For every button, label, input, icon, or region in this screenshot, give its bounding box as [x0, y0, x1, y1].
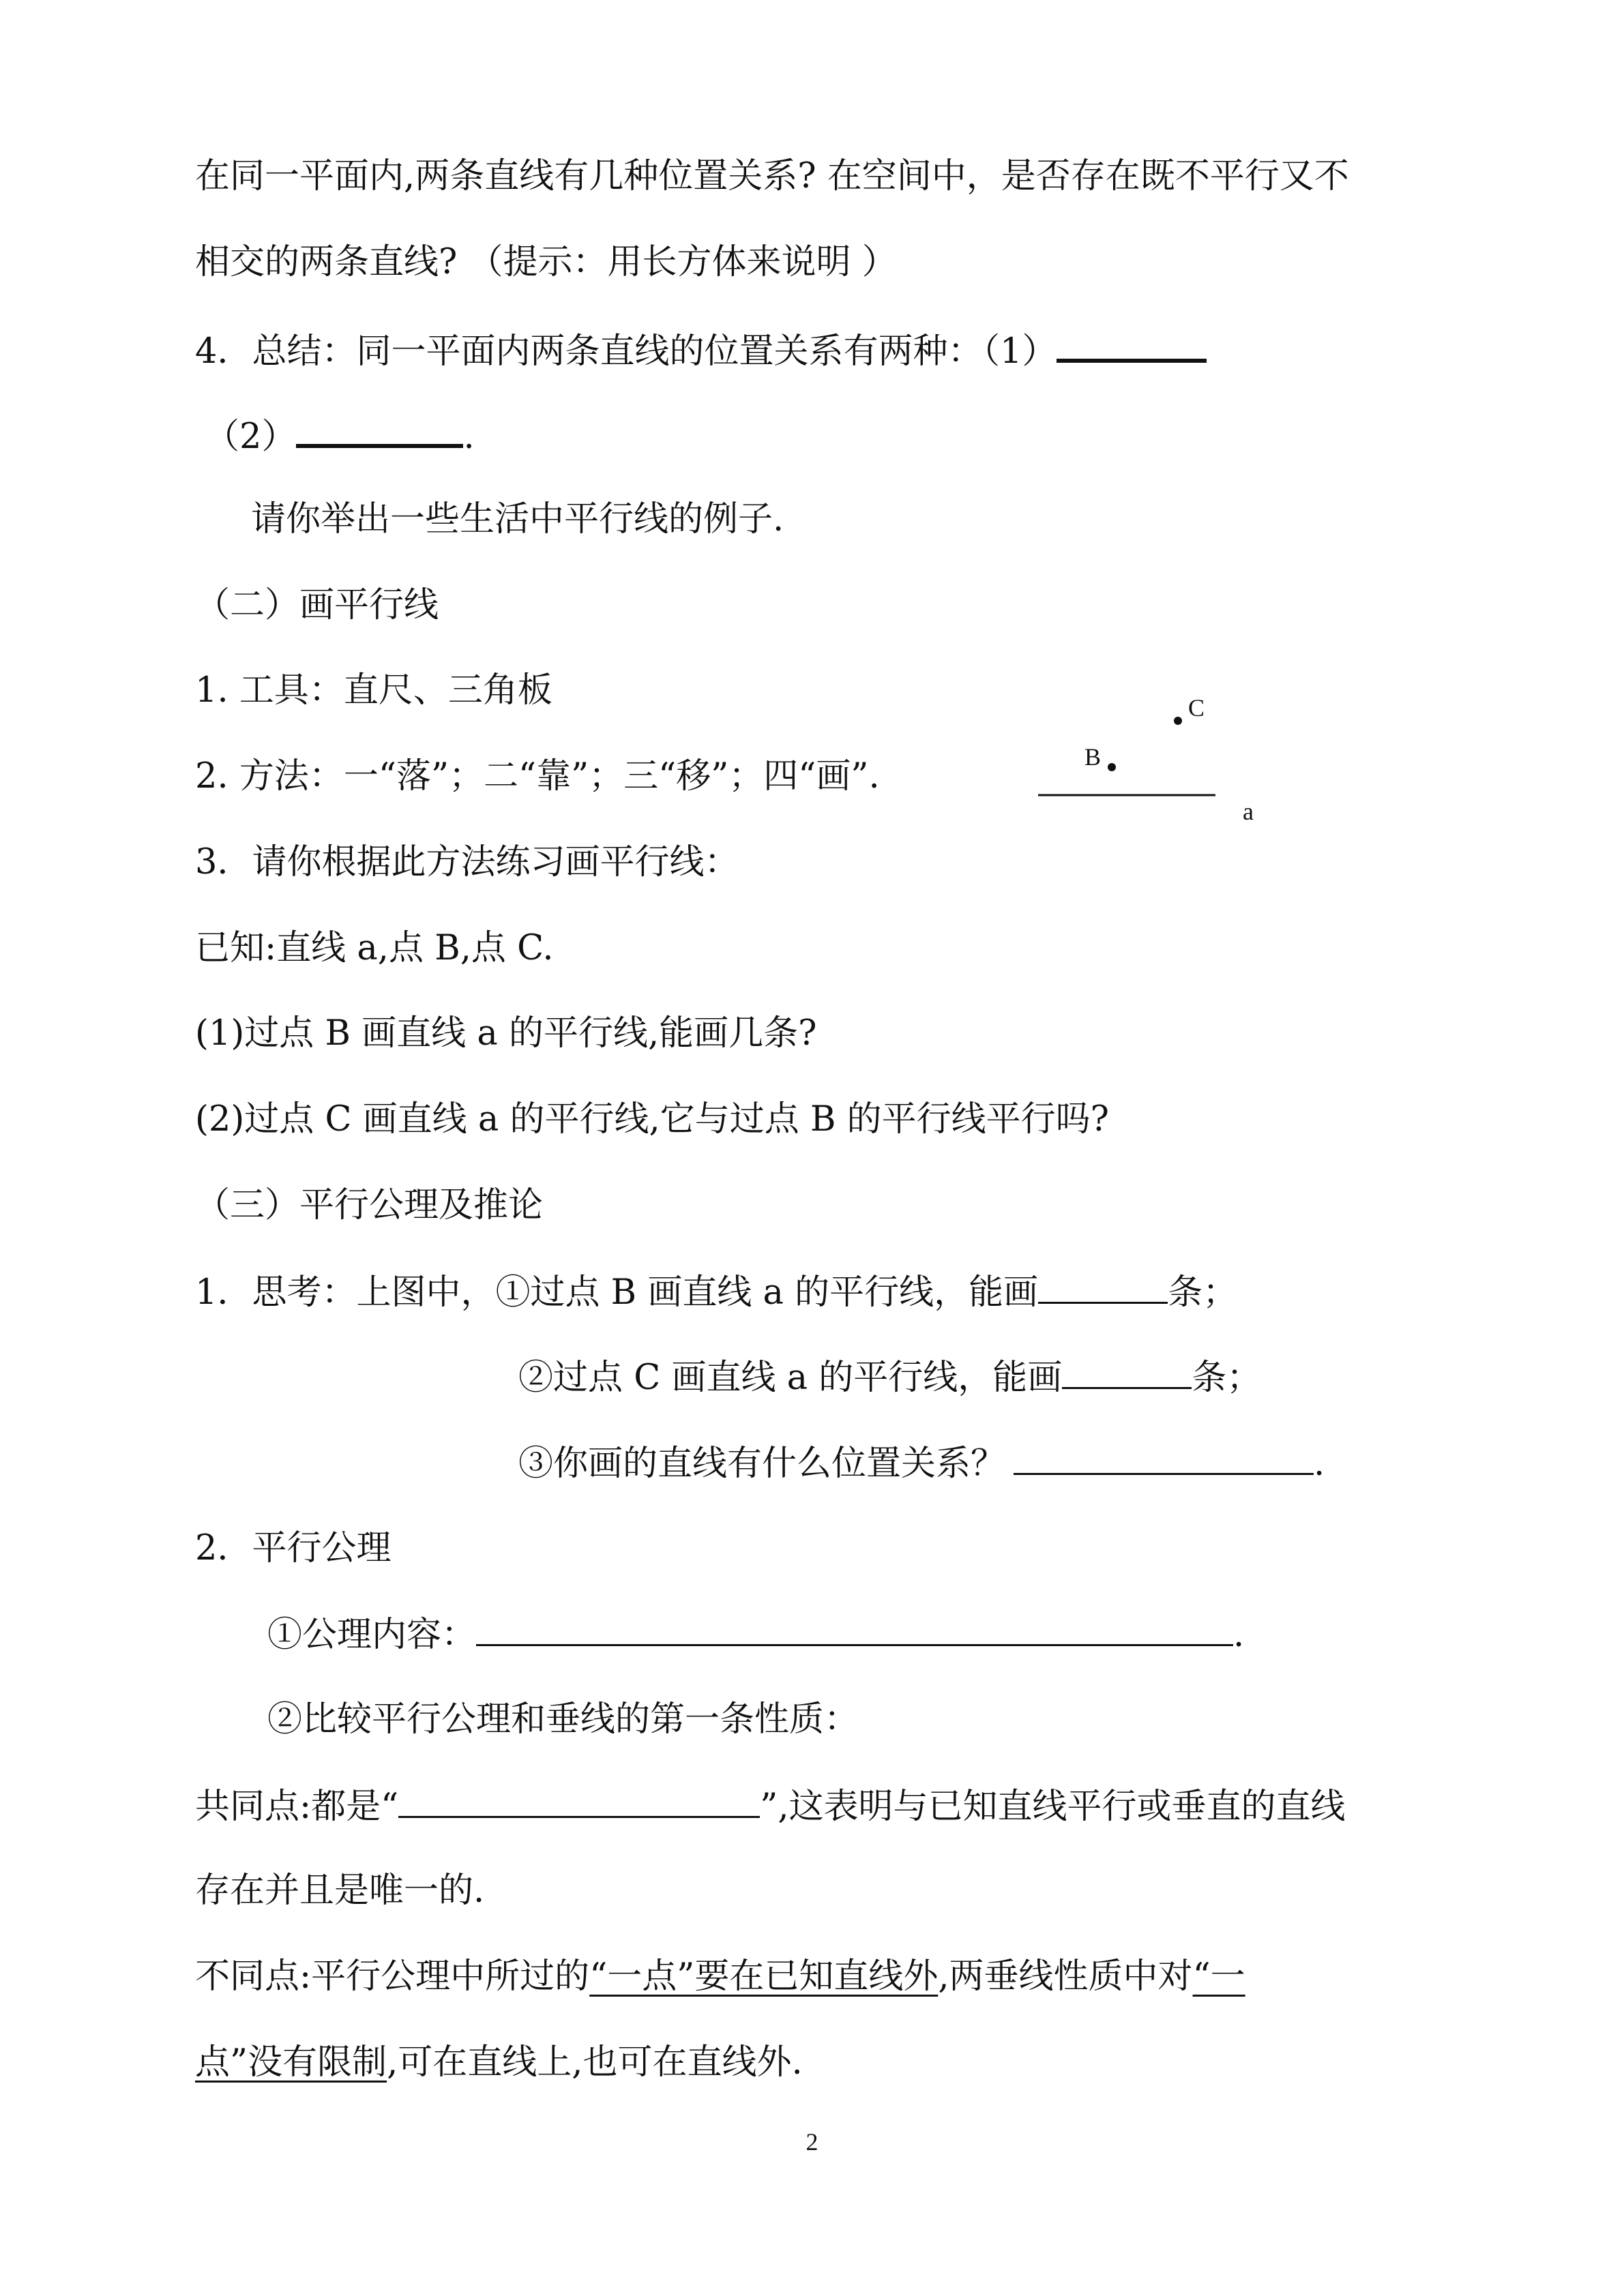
text-line: 1. 工具：直尺、三角板	[195, 670, 552, 711]
answer-blank-1[interactable]	[1057, 325, 1207, 363]
diff-underlined-1: “一点”要在已知直线外	[589, 1956, 939, 1997]
think-text-2: ②过点 C 画直线 a 的平行线，能画	[518, 1358, 1063, 1398]
think-text-1: 1．思考：上图中，①过点 B 画直线 a 的平行线，能画	[195, 1272, 1039, 1313]
think-suffix-2: 条；	[1192, 1358, 1262, 1398]
think-text-3: ③你画的直线有什么位置关系？	[518, 1444, 1006, 1484]
text-line: ②比较平行公理和垂线的第一条性质：	[267, 1699, 859, 1740]
text-line: (1)过点 B 画直线 a 的平行线,能画几条?	[195, 1013, 817, 1054]
text-line: 在同一平面内,两条直线有几种位置关系? 在空间中，是否存在既不平行又不	[195, 156, 1349, 196]
axiom-line	[267, 1610, 1244, 1659]
think-suffix-3: .	[1314, 1444, 1325, 1484]
section-heading: （三）平行公理及推论	[195, 1185, 544, 1225]
point-b-dot	[1108, 763, 1116, 771]
label-c: C	[1188, 694, 1205, 721]
diff-underlined-2: “一	[1192, 1956, 1245, 1997]
summary-text-2: （2）	[205, 417, 297, 457]
answer-blank-2[interactable]	[296, 410, 463, 448]
answer-blank-6[interactable]	[476, 1610, 1233, 1646]
label-b: B	[1084, 743, 1102, 771]
text-line: 存在并且是唯一的.	[195, 1870, 485, 1911]
diff-underlined-3: 点”没有限制	[195, 2042, 387, 2083]
page-number: 2	[806, 2128, 818, 2156]
text-line: 2. 方法：一“落”；二“靠”；三“移”；四“画”.	[195, 756, 880, 796]
diff-text-c: ,两垂线性质中对	[938, 1956, 1193, 1997]
answer-blank-5[interactable]	[1014, 1439, 1314, 1475]
think-line-1	[195, 1268, 1237, 1317]
text-line: 请你举出一些生活中平行线的例子.	[251, 499, 784, 539]
axiom-text: ①公理内容：	[267, 1615, 477, 1655]
answer-blank-4[interactable]	[1062, 1353, 1192, 1389]
section-heading: （二）画平行线	[195, 585, 439, 625]
text-line: 相交的两条直线? （提示：用长方体来说明 ）	[195, 242, 897, 282]
think-suffix-1: 条；	[1168, 1272, 1238, 1313]
common-suffix: ”,这表明与已知直线平行或垂直的直线	[760, 1787, 1346, 1827]
diff-text-end: ,可在直线上,也可在直线外.	[387, 2042, 803, 2083]
axiom-suffix: .	[1233, 1615, 1245, 1655]
think-line-2	[518, 1353, 1261, 1402]
label-a: a	[1243, 798, 1254, 825]
period: .	[463, 417, 475, 457]
difference-line-2	[195, 2039, 803, 2087]
answer-blank-3[interactable]	[1038, 1268, 1168, 1304]
summary-text: 4．总结：同一平面内两条直线的位置关系有两种：（1）	[195, 331, 1057, 372]
think-line-3	[518, 1439, 1325, 1488]
text-line: (2)过点 C 画直线 a 的平行线,它与过点 B 的平行线平行吗?	[195, 1099, 1109, 1139]
parallel-line-figure	[1037, 682, 1296, 839]
summary-line	[195, 325, 1207, 376]
summary-line-2	[205, 410, 475, 461]
common-point-line	[195, 1782, 1346, 1831]
point-c-dot	[1174, 717, 1182, 725]
answer-blank-7[interactable]	[398, 1782, 760, 1818]
text-line: 已知:直线 a,点 B,点 C.	[195, 928, 554, 968]
subsection-heading: 2．平行公理	[195, 1528, 392, 1568]
difference-line	[195, 1953, 1245, 2001]
text-line: 3．请你根据此方法练习画平行线：	[195, 842, 739, 882]
diff-text-a: 不同点:平行公理中所过的	[195, 1956, 590, 1997]
common-text: 共同点:都是“	[195, 1787, 399, 1827]
